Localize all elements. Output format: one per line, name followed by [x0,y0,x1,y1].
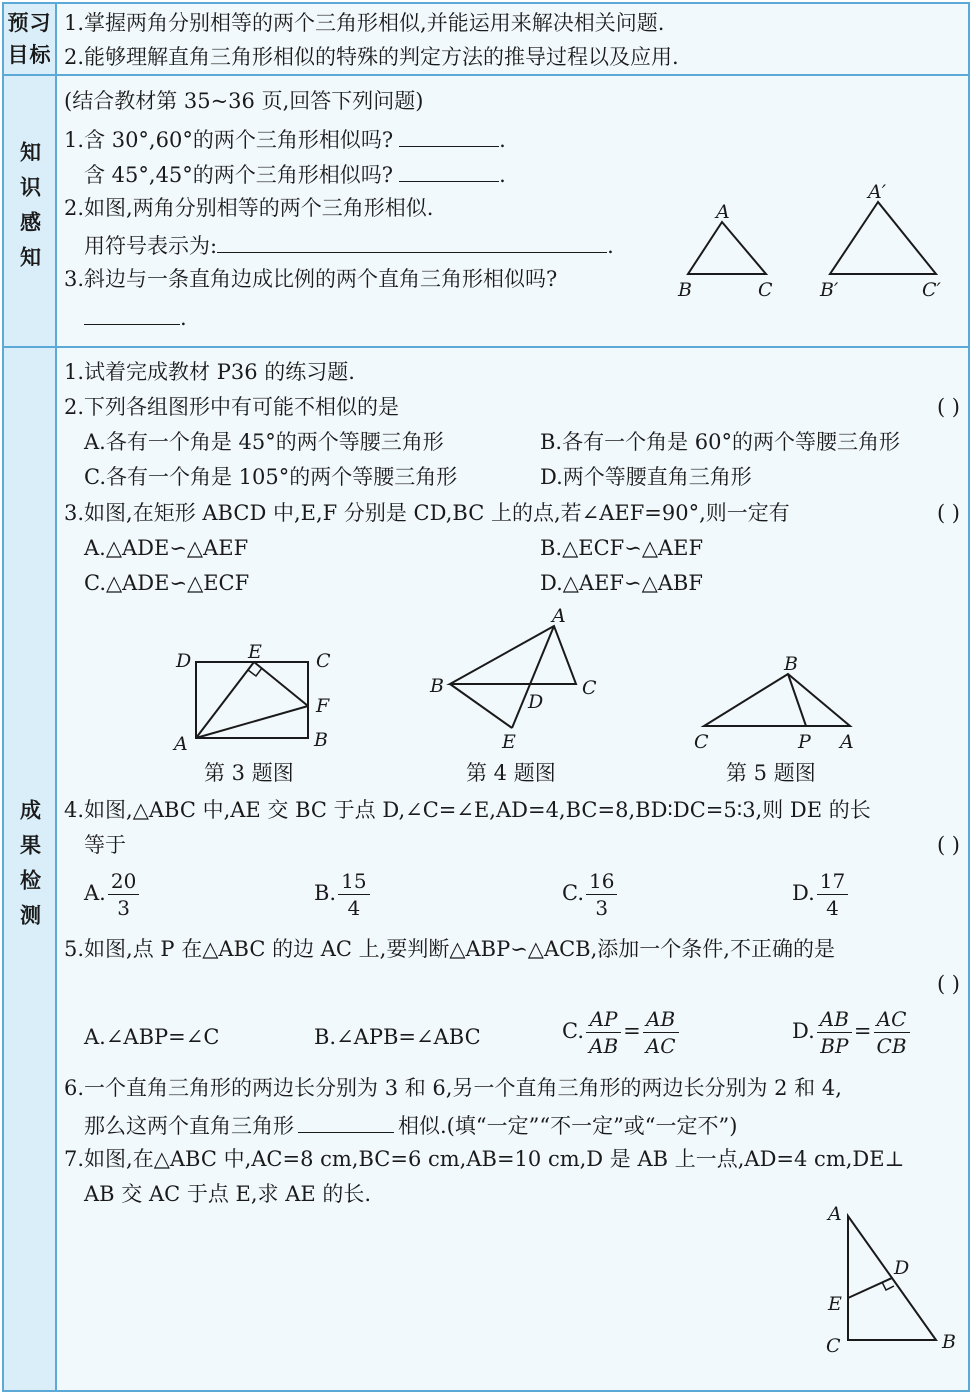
fraction [817,1006,852,1059]
check-q6a: 6.一个直角三角形的两边长分别为 3 和 6,另一个直角三角形的两边长分别为 2 和 4, [64,1076,842,1100]
numerator: 17 [817,868,848,895]
section-label-check-text: 成果检测 [17,799,42,939]
label-a-prime: A′ [868,181,887,203]
q5-option-b[interactable]: B.∠APB=∠ABC [314,1025,481,1049]
knowledge-q1a-text: 1.含 30°,60°的两个三角形相似吗? [64,128,394,152]
check-q3: 3.如图,在矩形 ABCD 中,E,F 分别是 CD,BC 上的点,若∠AEF=90°,则一定有 [64,501,790,525]
period: . [499,163,506,187]
label-d: D [528,691,544,713]
label-b-prime: B′ [820,279,839,301]
q5-option-d[interactable]: D. $\frac{AB}{BP}$ = $\frac{AC}{CB}$ [792,1006,912,1059]
q4-option-d-label: D. [792,881,815,905]
knowledge-q1b-text: 含 45°,45°的两个三角形相似吗? [84,163,394,187]
divider-1 [4,74,968,76]
q5-option-a[interactable]: A.∠ABP=∠C [84,1025,220,1049]
figure-q5-triangle [688,650,868,755]
label-c: C [826,1335,841,1357]
q4-option-a[interactable] [84,868,141,921]
q5-option-d-label: D. [792,1019,815,1043]
fraction [817,868,848,921]
numerator: AP [586,1006,621,1033]
numerator: 20 [108,868,139,895]
figure-q4-triangles [426,604,606,754]
q2-option-a[interactable]: A.各有一个角是 45°的两个等腰三角形 [84,430,444,454]
q4-option-c-label: C. [562,881,584,905]
check-q7a: 7.如图,在△ABC 中,AC=8 cm,BC=6 cm,AB=10 cm,D 是 AB 上一点,AD=4 cm,DE⊥ [64,1147,905,1171]
numerator: 16 [586,868,617,895]
q5-option-c[interactable]: C. $\frac{AP}{AB}$ = $\frac{AB}{AC}$ [562,1006,681,1059]
period: . [180,306,187,330]
check-q4a: 4.如图,△ABC 中,AE 交 BC 于点 D,∠C=∠E,AD=4,BC=8,BD∶DC=5∶3,则 DE 的长 [64,798,871,822]
label-f: F [316,695,330,717]
segment-af [196,706,308,738]
label-b: B [678,279,692,301]
q3-option-d[interactable]: D.△AEF∽△ABF [540,571,703,595]
triangle-abc-prime [830,202,936,274]
q3-option-c[interactable]: C.△ADE∽△ECF [84,571,250,595]
knowledge-q3-answer [84,300,187,333]
answer-paren-q2[interactable]: ( ) [936,395,960,419]
answer-paren-q5[interactable]: ( ) [936,972,960,996]
label-d: D [176,650,192,672]
knowledge-q2a: 2.如图,两角分别相等的两个三角形相似. [64,196,434,220]
caption-figure-5: 第 5 题图 [726,761,816,785]
numerator: 15 [338,868,369,895]
label-p: P [798,731,811,753]
q5-option-c-label: C. [562,1019,584,1043]
numerator: AB [817,1006,852,1033]
q4-option-c[interactable] [562,868,619,921]
answer-blank[interactable] [84,300,180,325]
similar-triangles-figure [670,176,960,306]
q4-option-a-label: A. [84,881,106,905]
label-e: E [502,731,516,753]
knowledge-q2b-text: 用符号表示为: [84,234,218,258]
label-c: C [316,650,331,672]
q2-option-b[interactable]: B.各有一个角是 60°的两个等腰三角形 [540,430,901,454]
triangle-abc [704,674,850,726]
answer-paren-q3[interactable]: ( ) [936,501,960,525]
q3-option-b[interactable]: B.△ECF∽△AEF [540,536,704,560]
check-q6b-pre: 那么这两个直角三角形 [84,1114,294,1138]
label-c: C [582,677,597,699]
fraction [874,1006,910,1059]
q2-option-c[interactable]: C.各有一个角是 105°的两个等腰三角形 [84,465,458,489]
label-c: C [694,731,709,753]
knowledge-q1a [64,122,506,155]
section-label-preview-text: 预习目标 [7,11,52,67]
denominator: AB [589,1034,619,1058]
knowledge-q1b [84,157,506,190]
fraction [586,1006,621,1059]
goal-2: 2.能够理解直角三角形相似的特殊的判定方法的推导过程以及应用. [64,45,679,69]
denominator: 3 [117,896,130,920]
denominator: 4 [347,896,361,920]
figure-q3-rectangle [168,640,343,755]
fraction [643,1006,679,1059]
denominator: 3 [595,896,609,920]
answer-blank[interactable] [298,1108,394,1133]
period: . [499,128,506,152]
check-q7b: AB 交 AC 于点 E,求 AE 的长. [84,1182,372,1206]
section-label-preview [4,4,57,74]
q4-option-d[interactable] [792,868,850,921]
fraction [586,868,617,921]
figure-q7-right-triangle [818,1198,968,1366]
label-e: E [828,1293,842,1315]
fraction [108,868,139,921]
denominator: AC [645,1034,676,1058]
label-c: C [758,279,773,301]
label-a: A [828,1203,842,1225]
caption-figure-3: 第 3 题图 [204,761,294,785]
triangle-abc [688,222,766,274]
right-angle-mark [248,668,262,676]
knowledge-intro: (结合教材第 35~36 页,回答下列问题) [64,89,424,113]
right-angle-mark [882,1282,894,1290]
label-a: A [552,605,566,627]
label-a: A [716,201,730,223]
label-a: A [174,733,188,755]
answer-paren-q4[interactable]: ( ) [936,833,960,857]
q4-option-b[interactable] [314,868,372,921]
numerator: AB [643,1006,679,1033]
label-b: B [784,653,798,675]
label-e: E [248,641,262,663]
denominator: BP [820,1034,849,1058]
answer-blank[interactable] [217,228,607,253]
answer-blank[interactable] [399,122,499,147]
label-c-prime: C′ [922,279,941,301]
label-b: B [314,729,328,751]
denominator: 4 [826,896,839,920]
check-q6b [84,1108,737,1141]
caption-figure-4: 第 4 题图 [466,761,556,785]
knowledge-q3: 3.斜边与一条直角边成比例的两个直角三角形相似吗? [64,267,558,291]
label-b: B [430,675,444,697]
section-label-check [4,348,57,1390]
knowledge-q2b [84,228,614,261]
q4-option-b-label: B. [314,881,337,905]
check-q2: 2.下列各组图形中有可能不相似的是 [64,395,400,419]
triangle-abc [450,626,576,684]
check-q5: 5.如图,点 P 在△ABC 的边 AC 上,要判断△ABP∽△ACB,添加一个条件,不正确的是 [64,937,835,961]
section-label-knowledge-text: 知识感知 [17,141,42,281]
goal-1: 1.掌握两角分别相等的两个三角形相似,并能运用来解决相关问题. [64,11,665,35]
segment-ae [196,662,254,738]
segment-be [450,684,512,728]
check-q6b-post: 相似.(填“一定”“不一定”或“一定不”) [398,1114,738,1138]
check-q4b: 等于 [84,833,126,857]
fraction [338,868,369,921]
section-label-knowledge [4,76,57,346]
divider-2 [4,346,968,348]
label-d: D [894,1257,910,1279]
answer-blank[interactable] [399,157,499,182]
label-a: A [840,731,854,753]
period: . [607,234,614,258]
denominator: CB [876,1034,907,1058]
q3-option-a[interactable]: A.△ADE∽△AEF [84,536,249,560]
label-b: B [942,1331,956,1353]
q2-option-d[interactable]: D.两个等腰直角三角形 [540,465,752,489]
check-q1: 1.试着完成教材 P36 的练习题. [64,360,355,384]
numerator: AC [874,1006,910,1033]
